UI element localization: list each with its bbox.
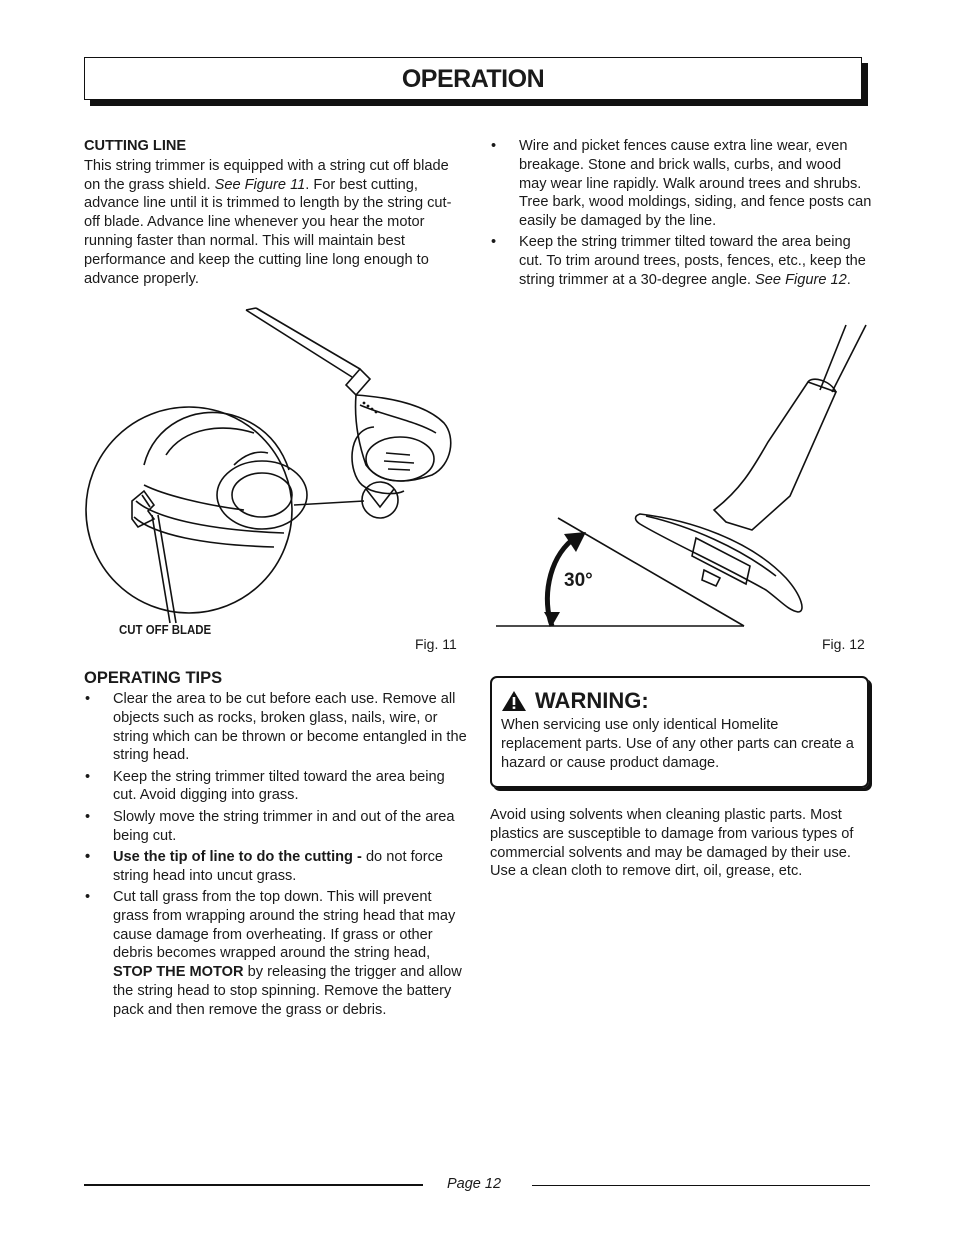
cutting-line-paragraph (84, 157, 466, 289)
figure-11-reference: See Figure 11 (214, 176, 306, 193)
list-item: • Clear the area to be cut before each use. Remove all objects such as rocks, broken glass, nails, wire, or string which can be thrown or become entangled in the string head. (85, 691, 467, 764)
warning-text: When servicing use only identical Homelite replacement parts. Use of any other parts can create a hazard or cause product damage. (501, 717, 854, 771)
footer-divider-right (532, 1185, 870, 1186)
angle-label: 30° (564, 570, 593, 591)
figure-12-illustration (490, 320, 872, 635)
figure-12-label: Fig. 12 (822, 636, 865, 652)
cutting-line-text-1: This string trimmer is equipped with a string cut off blade on the grass shield. (84, 157, 449, 193)
figure-11-label: Fig. 11 (415, 636, 457, 652)
warning-title: WARNING: (535, 688, 649, 713)
cutting-line-title: CUTTING LINE (84, 138, 187, 154)
figure-11-illustration (84, 305, 466, 650)
operating-tips-list (84, 690, 468, 1020)
right-bullets-list (490, 137, 872, 290)
warning-header (501, 688, 857, 714)
operating-tips-title: OPERATING TIPS (84, 669, 223, 687)
section-header (84, 57, 862, 100)
cleaning-paragraph: Avoid using solvents when cleaning plastic parts. Most plastics are susceptible to damage from various types of commercial solvents and may be damaged by their use. Use a clean cloth to remove dirt, oil, grease, etc. (490, 807, 854, 880)
list-item: • Wire and picket fences cause extra line wear, even breakage. Stone and brick walls, curbs, and wood may wear line rapidly. Walk around trees and shrubs. Tree bark, wood moldings, siding, and fence posts can easily be damaged by the line. (491, 138, 872, 230)
warning-box (490, 676, 869, 788)
operating-tips-section (84, 668, 468, 1022)
list-item: • Slowly move the string trimmer in and out of the area being cut. (85, 808, 455, 844)
page-title: OPERATION (401, 65, 545, 93)
cutting-line-text-2: . For best cutting, advance line until it is trimmed to length by the string cut-off blade. Advance line whenever you hear the motor running faster than normal. This will maintain best performance and keep the cutting line long enough to advance properly. (84, 176, 452, 287)
right-column (490, 137, 872, 292)
list-item: • Keep the string trimmer tilted toward the area being cut. Avoid digging into grass. (85, 768, 445, 804)
list-item: • Keep the string trimmer tilted toward the area being cut. To trim around trees, posts, fences, etc., keep the string trimmer at a 30-degree angle. See Figure 12. (491, 234, 866, 289)
list-item: • Use the tip of line to do the cutting - do not force string head into uncut grass. (85, 848, 444, 884)
warning-triangle-icon (501, 690, 527, 712)
cut-off-blade-callout: CUT OFF BLADE (119, 622, 212, 637)
left-column (84, 137, 466, 288)
page-number: Page 12 (447, 1176, 502, 1192)
figure-12-reference: See Figure 12 (755, 272, 847, 289)
list-item: • Cut tall grass from the top down. This will prevent grass from wrapping around the string head that may cause damage from overheating. If grass or other debris becomes wrapped around the string head, STOP THE MOTOR by releasing the trigger and allow the string head to stop spinning. Remove the battery pack and then remove the grass or debris. (85, 888, 462, 1018)
footer-divider-left (84, 1184, 423, 1186)
